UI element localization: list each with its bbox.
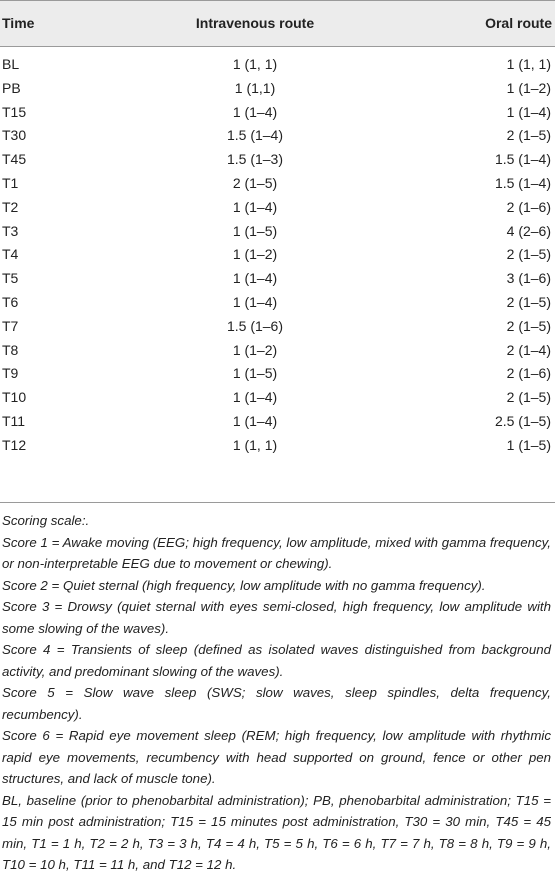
table-row <box>0 433 555 457</box>
table-bottom-rule <box>0 502 555 503</box>
table-row <box>0 385 555 409</box>
cell-intravenous: 1.5 (1–4) <box>226 127 284 144</box>
table-footnotes <box>2 510 551 876</box>
cell-intravenous: 1 (1–5) <box>232 365 278 382</box>
footnote-line: BL, baseline (prior to phenobarbital administration); PB, phenobarbital administration; T15 = 15 min post administration; T15 = 15 minutes post administration, T30 = 30 min, T45 = 45 min, T1 = 1 h, T2 = 2 h, T3 = 3 h, T4 = 4 h, T5 = 5 h, T6 = 6 h, T7 = 7 h, T8 = 8 h, T9 = 9 h, T10 = 10 h, T11 = 11 h, and T12 = 12 h. <box>2 792 551 872</box>
cell-intravenous: 1 (1–4) <box>232 270 278 287</box>
cell-time: T10 <box>2 389 27 406</box>
cell-oral: 1 (1–2) <box>506 79 551 96</box>
cell-time: T3 <box>2 222 19 239</box>
footnote-line: Score 3 = Drowsy (quiet sternal with eyes semi-closed, high frequency, low amplitude with some slowing of the waves). <box>2 599 551 636</box>
cell-oral: 1 (1, 1) <box>506 56 551 72</box>
cell-time: BL <box>2 56 20 72</box>
cell-intravenous: 1 (1–4) <box>232 103 278 120</box>
footnote-line: Score 2 = Quiet sternal (high frequency, low amplitude with no gamma frequency). <box>2 577 486 593</box>
table-row <box>0 314 555 338</box>
table-row <box>0 290 555 314</box>
table-row <box>0 242 555 266</box>
cell-oral: 3 (1–6) <box>506 270 551 287</box>
table-row <box>0 100 555 124</box>
cell-oral: 2 (1–5) <box>506 317 551 334</box>
table-row <box>0 361 555 385</box>
cell-time: PB <box>2 79 21 96</box>
cell-intravenous: 1 (1–4) <box>232 198 278 215</box>
cell-oral: 2 (1–5) <box>506 389 551 406</box>
table-row <box>0 147 555 171</box>
footnote-line: Score 5 = Slow wave sleep (SWS; slow waves, sleep spindles, delta frequency, recumbency). <box>2 685 551 722</box>
cell-oral: 4 (2–6) <box>506 222 551 239</box>
header-intravenous-route: Intravenous route <box>195 15 315 31</box>
cell-intravenous: 1 (1–4) <box>232 389 278 406</box>
cell-intravenous: 1 (1–2) <box>232 341 278 358</box>
cell-time: T5 <box>2 270 19 287</box>
cell-time: T12 <box>2 436 27 453</box>
cell-time: T2 <box>2 198 19 215</box>
cell-oral: 2 (1–4) <box>506 341 551 358</box>
header-oral-route: Oral route <box>485 15 552 31</box>
table-row <box>0 52 555 76</box>
footnote-line: Score 6 = Rapid eye movement sleep (REM; high frequency, low amplitude with rhythmic rapid eye movements, recumbency with head supported on ground, fence or other pen structures, and lack of muscle tone). <box>2 728 551 786</box>
cell-intravenous: 2 (1–5) <box>232 174 278 191</box>
cell-oral: 2.5 (1–5) <box>494 412 551 429</box>
cell-intravenous: 1.5 (1–6) <box>226 317 284 334</box>
cell-oral: 2 (1–6) <box>506 365 551 382</box>
cell-oral: 2 (1–5) <box>506 127 551 144</box>
table-row <box>0 171 555 195</box>
cell-intravenous: 1 (1–4) <box>232 293 278 310</box>
header-time: Time <box>2 15 35 31</box>
table-row <box>0 195 555 219</box>
cell-oral: 1.5 (1–4) <box>494 174 551 191</box>
cell-time: T6 <box>2 293 19 310</box>
cell-time: T7 <box>2 317 19 334</box>
footnote-line: Score 1 = Awake moving (EEG; high frequency, low amplitude, mixed with gamma frequency, or non-interpretable EEG due to movement or chewing). <box>2 534 551 571</box>
cell-time: T9 <box>2 365 19 382</box>
cell-oral: 1 (1–4) <box>506 103 551 120</box>
table-row <box>0 338 555 362</box>
footnote-line: Score 4 = Transients of sleep (defined as isolated waves distinguished from background activity, and predominant slowing of the waves). <box>2 642 551 679</box>
table-body <box>0 52 555 457</box>
cell-intravenous: 1 (1–2) <box>232 246 278 263</box>
table-row <box>0 219 555 243</box>
cell-time: T15 <box>2 103 27 120</box>
cell-intravenous: 1 (1–5) <box>232 222 278 239</box>
cell-intravenous: 1 (1, 1) <box>232 56 278 72</box>
cell-time: T30 <box>2 127 27 144</box>
cell-intravenous: 1 (1, 1) <box>232 436 278 453</box>
cell-oral: 2 (1–5) <box>506 246 551 263</box>
cell-oral: 1.5 (1–4) <box>494 151 551 168</box>
cell-oral: 1 (1–5) <box>506 436 551 453</box>
cell-intravenous: 1 (1,1) <box>234 79 276 96</box>
cell-time: T1 <box>2 174 19 191</box>
cell-time: T4 <box>2 246 19 263</box>
table-row <box>0 409 555 433</box>
footnote-line: Scoring scale:. <box>2 513 90 528</box>
table-row <box>0 266 555 290</box>
cell-intravenous: 1 (1–4) <box>232 412 278 429</box>
cell-time: T11 <box>2 412 26 429</box>
cell-intravenous: 1.5 (1–3) <box>226 151 284 168</box>
cell-oral: 2 (1–5) <box>506 293 551 310</box>
table-row <box>0 76 555 100</box>
table-header <box>0 0 555 47</box>
cell-time: T8 <box>2 341 19 358</box>
cell-time: T45 <box>2 151 27 168</box>
table-row <box>0 123 555 147</box>
cell-oral: 2 (1–6) <box>506 198 551 215</box>
